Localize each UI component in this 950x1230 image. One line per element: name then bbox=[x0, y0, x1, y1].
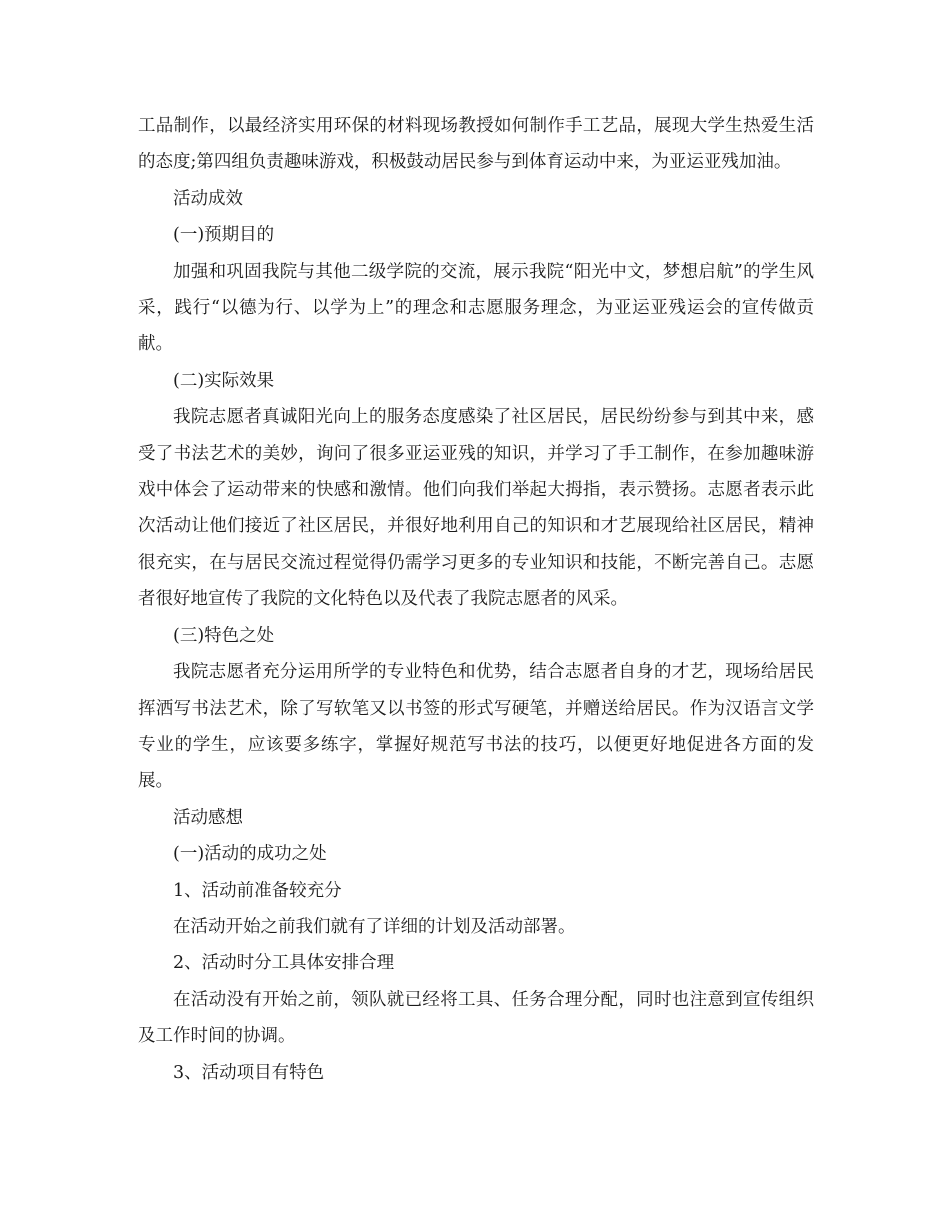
paragraph-division-of-labor: 在活动没有开始之前，领队就已经将工具、任务合理分配，同时也注意到宣传组织及工作时间的协调。 bbox=[138, 989, 814, 1047]
paragraph-continuation: 工品制作，以最经济实用环保的材料现场教授如何制作手工艺品，展现大学生热爱生活的态度;第四组负责趣味游戏，积极鼓动居民参与到体育运动中来，为亚运亚残加油。 bbox=[138, 116, 814, 173]
document-body bbox=[138, 108, 814, 1091]
section-heading-reflections: 活动感想 bbox=[173, 807, 243, 828]
subheading-actual-effects: (二)实际效果 bbox=[173, 370, 275, 391]
list-item-preparation: 1、活动前准备较充分 bbox=[173, 880, 342, 901]
paragraph-features: 我院志愿者充分运用所学的专业特色和优势，结合志愿者自身的才艺，现场给居民挥洒写书法艺术，除了写软笔又以书签的形式写硬笔，并赠送给居民。作为汉语言文学专业的学生，应该要多练字，掌握好规范写书法的技巧，以便更好地促进各方面的发展。 bbox=[138, 662, 814, 792]
paragraph-preparation: 在活动开始之前我们就有了详细的计划及活动部署。 bbox=[173, 916, 576, 937]
subheading-expected-goals: (一)预期目的 bbox=[173, 225, 275, 246]
list-item-division-of-labor: 2、活动时分工具体安排合理 bbox=[173, 953, 395, 974]
list-item-distinctive-projects: 3、活动项目有特色 bbox=[173, 1062, 325, 1083]
subheading-successes: (一)活动的成功之处 bbox=[173, 844, 327, 865]
subheading-features: (三)特色之处 bbox=[173, 625, 275, 646]
paragraph-actual-effects: 我院志愿者真诚阳光向上的服务态度感染了社区居民，居民纷纷参与到其中来，感受了书法艺术的美妙，询问了很多亚运亚残的知识，并学习了手工制作，在参加趣味游戏中体会了运动带来的快感和激情。他们向我们举起大拇指，表示赞扬。志愿者表示此次活动让他们接近了社区居民，并很好地利用自己的知识和才艺展现给社区居民，精神很充实，在与居民交流过程觉得仍需学习更多的专业知识和技能，不断完善自己。志愿者很好地宣传了我院的文化特色以及代表了我院志愿者的风采。 bbox=[138, 407, 814, 610]
paragraph-expected-goals: 加强和巩固我院与其他二级学院的交流，展示我院“阳光中文，梦想启航”的学生风采，践行“以德为行、以学为上”的理念和志愿服务理念，为亚运亚残运会的宣传做贡献。 bbox=[138, 261, 814, 355]
section-heading-activity-results: 活动成效 bbox=[173, 188, 243, 209]
